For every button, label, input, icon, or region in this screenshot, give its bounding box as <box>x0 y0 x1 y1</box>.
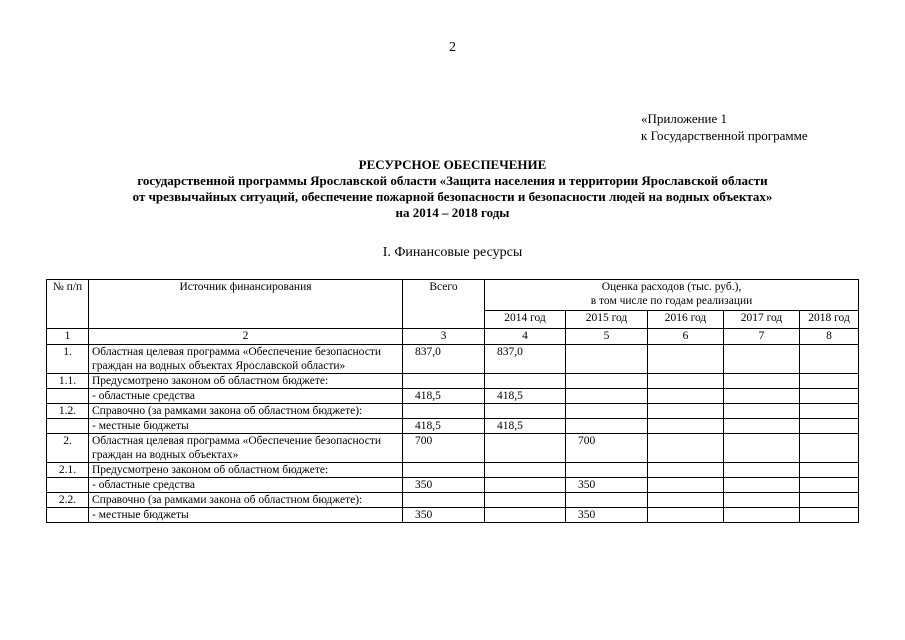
row-2015: 350 <box>566 508 648 523</box>
row-2014 <box>485 508 566 523</box>
row-2015 <box>566 463 648 478</box>
row-2017 <box>724 493 800 508</box>
row-total: 418,5 <box>403 389 485 404</box>
row-2017 <box>724 404 800 419</box>
table-row <box>47 478 859 493</box>
row-2016 <box>648 478 724 493</box>
header-estimate-line-1: Оценка расходов (тыс. руб.), <box>601 281 742 293</box>
header-estimate-line-2: в том числе по годам реализации <box>590 295 753 307</box>
row-2016 <box>648 493 724 508</box>
row-2018 <box>800 389 859 404</box>
table-row <box>47 493 859 508</box>
row-source: Справочно (за рамками закона об областном бюджете): <box>89 493 403 508</box>
header-row-1 <box>47 280 859 311</box>
row-2018 <box>800 419 859 434</box>
appendix-line-2: к Государственной программе <box>641 128 808 143</box>
row-2016 <box>648 404 724 419</box>
column-number: 3 <box>403 329 485 345</box>
row-total: 837,0 <box>403 345 485 374</box>
row-2017 <box>724 434 800 463</box>
row-2014 <box>485 434 566 463</box>
appendix-line-1: «Приложение 1 <box>641 111 728 126</box>
row-number: 1.1. <box>47 374 89 389</box>
column-number: 2 <box>89 329 403 345</box>
row-2017 <box>724 374 800 389</box>
table-row <box>47 404 859 419</box>
row-2014: 418,5 <box>485 419 566 434</box>
row-2016 <box>648 508 724 523</box>
row-2018 <box>800 493 859 508</box>
row-2018 <box>800 374 859 389</box>
row-number <box>47 478 89 493</box>
row-number: 2.1. <box>47 463 89 478</box>
column-number: 4 <box>485 329 566 345</box>
title-line-2: государственной программы Ярославской области «Защита населения и территории Ярославской области <box>137 173 768 188</box>
column-number: 6 <box>648 329 724 345</box>
table-row <box>47 434 859 463</box>
row-number: 2. <box>47 434 89 463</box>
row-2017 <box>724 345 800 374</box>
page-number: 2 <box>449 40 456 55</box>
row-2014 <box>485 374 566 389</box>
row-2017 <box>724 419 800 434</box>
row-2015 <box>566 345 648 374</box>
row-number: 1.2. <box>47 404 89 419</box>
row-2016 <box>648 419 724 434</box>
column-numbers-row <box>47 329 859 345</box>
column-number: 8 <box>800 329 859 345</box>
row-2018 <box>800 463 859 478</box>
row-total: 350 <box>403 478 485 493</box>
row-2016 <box>648 389 724 404</box>
row-2018 <box>800 434 859 463</box>
row-2015: 700 <box>566 434 648 463</box>
row-2016 <box>648 345 724 374</box>
document-title <box>0 157 905 221</box>
table-row <box>47 419 859 434</box>
row-number: 1. <box>47 345 89 374</box>
header-year: 2015 год <box>566 311 648 329</box>
header-estimate <box>485 280 859 311</box>
header-num: № п/п <box>47 280 89 329</box>
row-total <box>403 463 485 478</box>
row-2015: 350 <box>566 478 648 493</box>
row-total: 418,5 <box>403 419 485 434</box>
row-2016 <box>648 374 724 389</box>
title-line-4: на 2014 – 2018 годы <box>395 205 510 220</box>
row-source: Предусмотрено законом об областном бюджете: <box>89 374 403 389</box>
row-2014: 837,0 <box>485 345 566 374</box>
table-row <box>47 374 859 389</box>
row-2015 <box>566 419 648 434</box>
column-number: 1 <box>47 329 89 345</box>
appendix-label <box>641 110 808 144</box>
header-source: Источник финансирования <box>89 280 403 329</box>
title-line-3: от чрезвычайных ситуаций, обеспечение пожарной безопасности и безопасности людей на водных объектах» <box>132 189 773 204</box>
row-2015 <box>566 404 648 419</box>
row-source: - местные бюджеты <box>89 419 403 434</box>
header-total: Всего <box>403 280 485 329</box>
row-total <box>403 374 485 389</box>
row-source: Предусмотрено законом об областном бюджете: <box>89 463 403 478</box>
row-source: Справочно (за рамками закона об областном бюджете): <box>89 404 403 419</box>
row-source: - областные средства <box>89 389 403 404</box>
row-source: - местные бюджеты <box>89 508 403 523</box>
row-2018 <box>800 345 859 374</box>
header-year: 2014 год <box>485 311 566 329</box>
row-2014 <box>485 404 566 419</box>
row-2014 <box>485 493 566 508</box>
row-source: Областная целевая программа «Обеспечение безопасности граждан на водных объектах» <box>89 434 403 463</box>
row-2016 <box>648 434 724 463</box>
row-number: 2.2. <box>47 493 89 508</box>
row-2014 <box>485 463 566 478</box>
row-source: Областная целевая программа «Обеспечение безопасности граждан на водных объектах Ярославской области» <box>89 345 403 374</box>
table-row <box>47 463 859 478</box>
row-number <box>47 508 89 523</box>
header-year: 2018 год <box>800 311 859 329</box>
row-total <box>403 493 485 508</box>
row-2017 <box>724 478 800 493</box>
resources-table <box>46 279 859 523</box>
row-2017 <box>724 463 800 478</box>
row-2015 <box>566 389 648 404</box>
table-row <box>47 345 859 374</box>
row-2018 <box>800 478 859 493</box>
row-total: 700 <box>403 434 485 463</box>
row-total: 350 <box>403 508 485 523</box>
row-number <box>47 389 89 404</box>
row-2017 <box>724 508 800 523</box>
row-source: - областные средства <box>89 478 403 493</box>
row-2018 <box>800 404 859 419</box>
column-number: 5 <box>566 329 648 345</box>
header-year: 2017 год <box>724 311 800 329</box>
table-row <box>47 508 859 523</box>
row-2014: 418,5 <box>485 389 566 404</box>
row-2014 <box>485 478 566 493</box>
column-number: 7 <box>724 329 800 345</box>
row-number <box>47 419 89 434</box>
row-2017 <box>724 389 800 404</box>
title-line-1: РЕСУРСНОЕ ОБЕСПЕЧЕНИЕ <box>358 157 547 172</box>
row-2015 <box>566 374 648 389</box>
header-year: 2016 год <box>648 311 724 329</box>
row-2015 <box>566 493 648 508</box>
table-row <box>47 389 859 404</box>
row-total <box>403 404 485 419</box>
row-2016 <box>648 463 724 478</box>
section-title: I. Финансовые ресурсы <box>382 245 523 260</box>
row-2018 <box>800 508 859 523</box>
